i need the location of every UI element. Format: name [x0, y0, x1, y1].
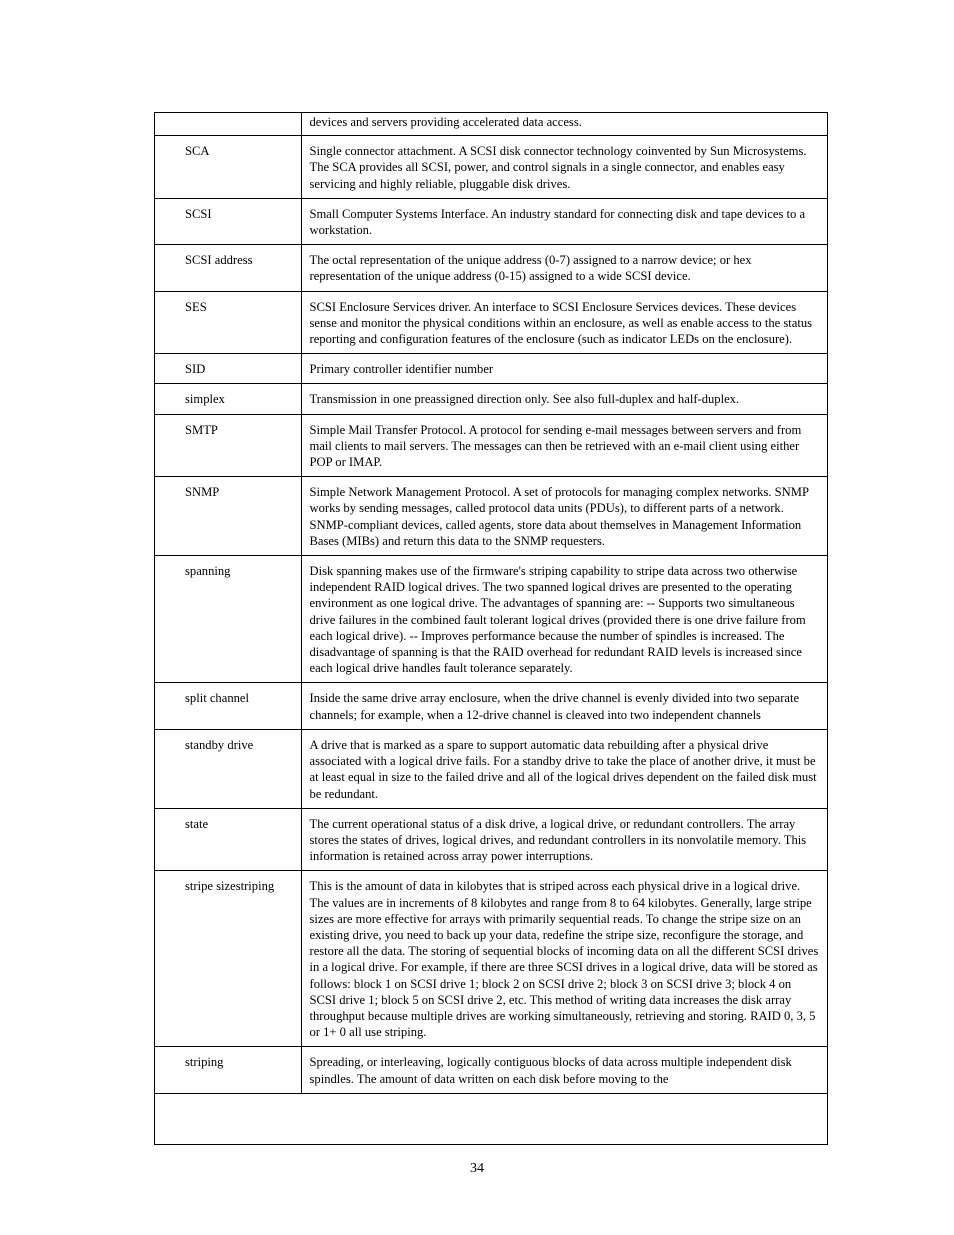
glossary-term: SES [155, 291, 301, 354]
glossary-definition: Single connector attachment. A SCSI disk connector technology coinvented by Sun Microsystems. The SCA provides all SCSI, power, and control signals in a single connector, and enables easy servicing and highly reliable, pluggable disk drives. [301, 136, 827, 199]
glossary-term: SNMP [155, 477, 301, 556]
glossary-definition: Simple Mail Transfer Protocol. A protocol for sending e-mail messages between servers and from mail clients to mail servers. The messages can then be retrieved with an e-mail client using either POP or IMAP. [301, 414, 827, 477]
glossary-row [155, 136, 827, 199]
glossary-definition: Spreading, or interleaving, logically contiguous blocks of data across multiple independent disk spindles. The amount of data written on each disk before moving to the [301, 1047, 827, 1093]
glossary-row [155, 113, 827, 136]
glossary-definition: This is the amount of data in kilobytes that is striped across each physical drive in a logical drive. The values are in increments of 8 kilobytes and range from 8 to 64 kilobytes. Generally, large stripe sizes are more effective for arrays with primarily sequential reads. To change the stripe size on an existing drive, you need to back up your data, redefine the stripe size, reconfigure the storage, and restore all the data. The storing of sequential blocks of incoming data on all the different SCSI drives in a logical drive. For example, if there are three SCSI drives in a logical drive, data will be stored as follows: block 1 on SCSI drive 1; block 2 on SCSI drive 2; block 3 on SCSI drive 3; block 4 on SCSI drive 1; block 5 on SCSI drive 2, etc. This method of writing data increases the disk array throughput because multiple drives are working simultaneously, retrieving and storing. RAID 0, 3, 5 or 1+ 0 all use striping. [301, 871, 827, 1047]
glossary-term: striping [155, 1047, 301, 1093]
glossary-term: split channel [155, 683, 301, 729]
glossary-row [155, 384, 827, 414]
glossary-term: SMTP [155, 414, 301, 477]
glossary-definition: Simple Network Management Protocol. A set of protocols for managing complex networks. SNMP works by sending messages, called protocol data units (PDUs), to different parts of a network. SNMP-compliant devices, called agents, store data about themselves in Management Information Bases (MIBs) and return this data to the SNMP requesters. [301, 477, 827, 556]
glossary-row [155, 556, 827, 683]
glossary-row [155, 291, 827, 354]
glossary-term: simplex [155, 384, 301, 414]
glossary-row [155, 414, 827, 477]
glossary-term: spanning [155, 556, 301, 683]
glossary-definition: Inside the same drive array enclosure, when the drive channel is evenly divided into two separate channels; for example, when a 12-drive channel is cleaved into two independent channels [301, 683, 827, 729]
glossary-term: SCSI [155, 198, 301, 244]
glossary-definition: SCSI Enclosure Services driver. An interface to SCSI Enclosure Services devices. These devices sense and monitor the physical conditions within an enclosure, as well as enable access to the status reporting and configuration features of the enclosure (such as indicator LEDs on the enclosure). [301, 291, 827, 354]
glossary-definition: The current operational status of a disk drive, a logical drive, or redundant controllers. The array stores the states of drives, logical drives, and redundant controllers in its nonvolatile memory. This information is retained across array power interruptions. [301, 808, 827, 871]
glossary-definition: Primary controller identifier number [301, 354, 827, 384]
glossary-definition: Transmission in one preassigned direction only. See also full-duplex and half-duplex. [301, 384, 827, 414]
glossary-row [155, 808, 827, 871]
page-number: 34 [470, 1161, 484, 1176]
glossary-row [155, 354, 827, 384]
glossary-row [155, 245, 827, 291]
glossary-table [154, 112, 828, 1145]
glossary-definition: Disk spanning makes use of the firmware's striping capability to stripe data across two otherwise independent RAID logical drives. The two spanned logical drives are presented to the operating environment as one logical drive. The advantages of spanning are: -- Supports two simultaneous drive failures in the combined fault tolerant logical drives (provided there is one drive failure from each logical drive). -- Improves performance because the number of spindles is increased. The disadvantage of spanning is that the RAID overhead for redundant RAID levels is increased since each logical drive handles fault tolerance separately. [301, 556, 827, 683]
glossary-row [155, 1047, 827, 1093]
glossary-definition: Small Computer Systems Interface. An industry standard for connecting disk and tape devices to a workstation. [301, 198, 827, 244]
glossary-term: SCSI address [155, 245, 301, 291]
glossary-term: state [155, 808, 301, 871]
glossary-row [155, 477, 827, 556]
glossary-term: stripe sizestriping [155, 871, 301, 1047]
glossary-definition: The octal representation of the unique address (0-7) assigned to a narrow device; or hex representation of the unique address (0-15) assigned to a wide SCSI device. [301, 245, 827, 291]
glossary-term [155, 113, 301, 136]
glossary-row [155, 729, 827, 808]
glossary-row [155, 683, 827, 729]
glossary-definition: A drive that is marked as a spare to support automatic data rebuilding after a physical drive associated with a logical drive fails. For a standby drive to take the place of another drive, it must be at least equal in size to the failed drive and all of the logical drives dependent on the failed disk must be redundant. [301, 729, 827, 808]
glossary-term: standby drive [155, 729, 301, 808]
glossary-term: SID [155, 354, 301, 384]
glossary-row [155, 871, 827, 1047]
glossary-row [155, 198, 827, 244]
glossary-term: SCA [155, 136, 301, 199]
glossary-body [155, 113, 827, 1093]
glossary-definition: devices and servers providing accelerated data access. [301, 113, 827, 136]
